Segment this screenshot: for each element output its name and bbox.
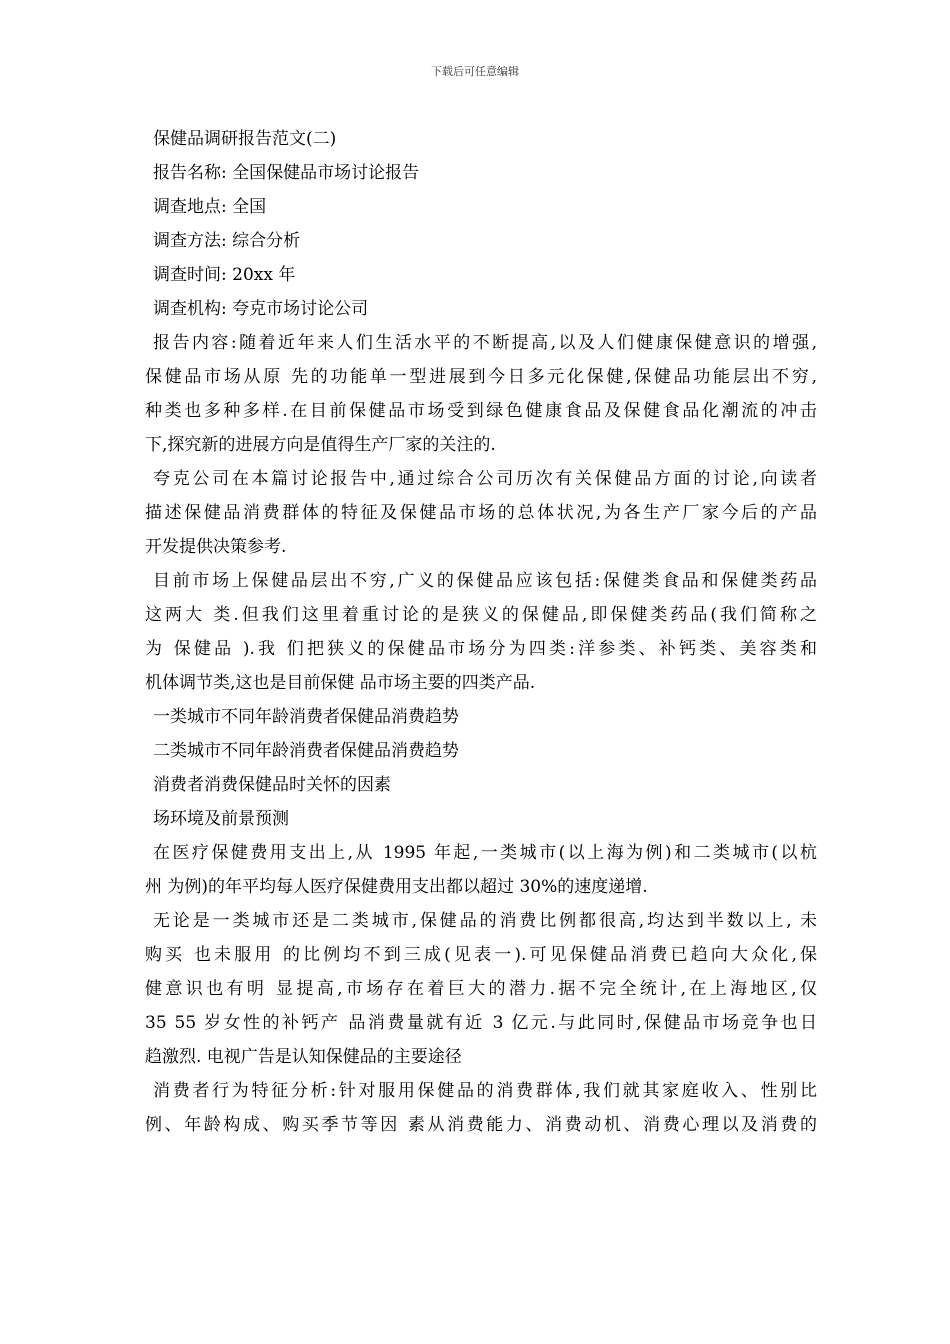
text-line: 调查时间: 20xx 年 (153, 265, 296, 285)
text-line: 消费者消费保健品时关怀的因素 (153, 775, 391, 795)
text-line: 下,探究新的进展方向是值得生产厂家的关注的. (145, 435, 496, 455)
text-line: 调查地点: 全国 (153, 197, 267, 217)
text-line: 报告名称: 全国保健品市场讨论报告 (153, 163, 420, 183)
text-line: 趋激烈. 电视广告是认知保健品的主要途径 (145, 1047, 462, 1067)
text-line: 调查机构: 夸克市场讨论公司 (153, 299, 369, 319)
text-line: 报告内容:随着近年来人们生活水平的不断提高,以及人们健康保健意识的增强, (153, 333, 817, 353)
text-line: 购买 也未服用 的比例均不到三成(见表一).可见保健品消费已趋向大众化,保 (145, 945, 817, 965)
text-line: 目前市场上保健品层出不穷,广义的保健品应该包括:保健类食品和保健类药品 (153, 571, 817, 591)
text-line: 二类城市不同年龄消费者保健品消费趋势 (153, 741, 459, 761)
text-line: 保健品市场从原 先的功能单一型进展到今日多元化保健,保健品功能层出不穷, (145, 367, 817, 387)
text-line: 消费者行为特征分析:针对服用保健品的消费群体,我们就其家庭收入、性别比 (153, 1081, 817, 1101)
document-body (145, 122, 817, 1142)
text-line: 一类城市不同年龄消费者保健品消费趋势 (153, 707, 459, 727)
text-line: 调查方法: 综合分析 (153, 231, 301, 251)
text-line: 为 保健品 ).我 们把狭义的保健品市场分为四类:洋参类、补钙类、美容类和 (145, 639, 817, 659)
text-line: 35 55 岁女性的补钙产 品消费量就有近 3 亿元.与此同时,保健品市场竞争也日 (145, 1013, 817, 1033)
text-line: 在医疗保健费用支出上,从 1995 年起,一类城市(以上海为例)和二类城市(以杭 (153, 843, 817, 863)
text-line: 保健品调研报告范文(二) (153, 129, 337, 149)
text-line: 例、年龄构成、购买季节等因 素从消费能力、消费动机、消费心理以及消费的 (145, 1115, 817, 1135)
text-line: 这两大 类.但我们这里着重讨论的是狭义的保健品,即保健类药品(我们简称之 (145, 605, 817, 625)
text-line: 州 为例)的年平均每人医疗保健费用支出都以超过 30%的速度递增. (145, 877, 648, 897)
text-line: 描述保健品消费群体的特征及保健品市场的总体状况,为各生产厂家今后的产品 (145, 503, 817, 523)
text-line: 场环境及前景预测 (153, 809, 289, 829)
text-line: 健意识也有明 显提高,市场存在着巨大的潜力.据不完全统计,在上海地区,仅 (145, 979, 817, 999)
text-line: 开发提供决策参考. (145, 537, 287, 557)
text-line: 夸克公司在本篇讨论报告中,通过综合公司历次有关保健品方面的讨论,向读者 (153, 469, 817, 489)
page-header: 下载后可任意编辑 (431, 65, 519, 78)
text-line: 机体调节类,这也是目前保健 品市场主要的四类产品. (145, 673, 536, 693)
text-line: 种类也多种多样.在目前保健品市场受到绿色健康食品及保健食品化潮流的冲击 (145, 401, 817, 421)
text-line: 无论是一类城市还是二类城市,保健品的消费比例都很高,均达到半数以上, 未 (153, 911, 817, 931)
